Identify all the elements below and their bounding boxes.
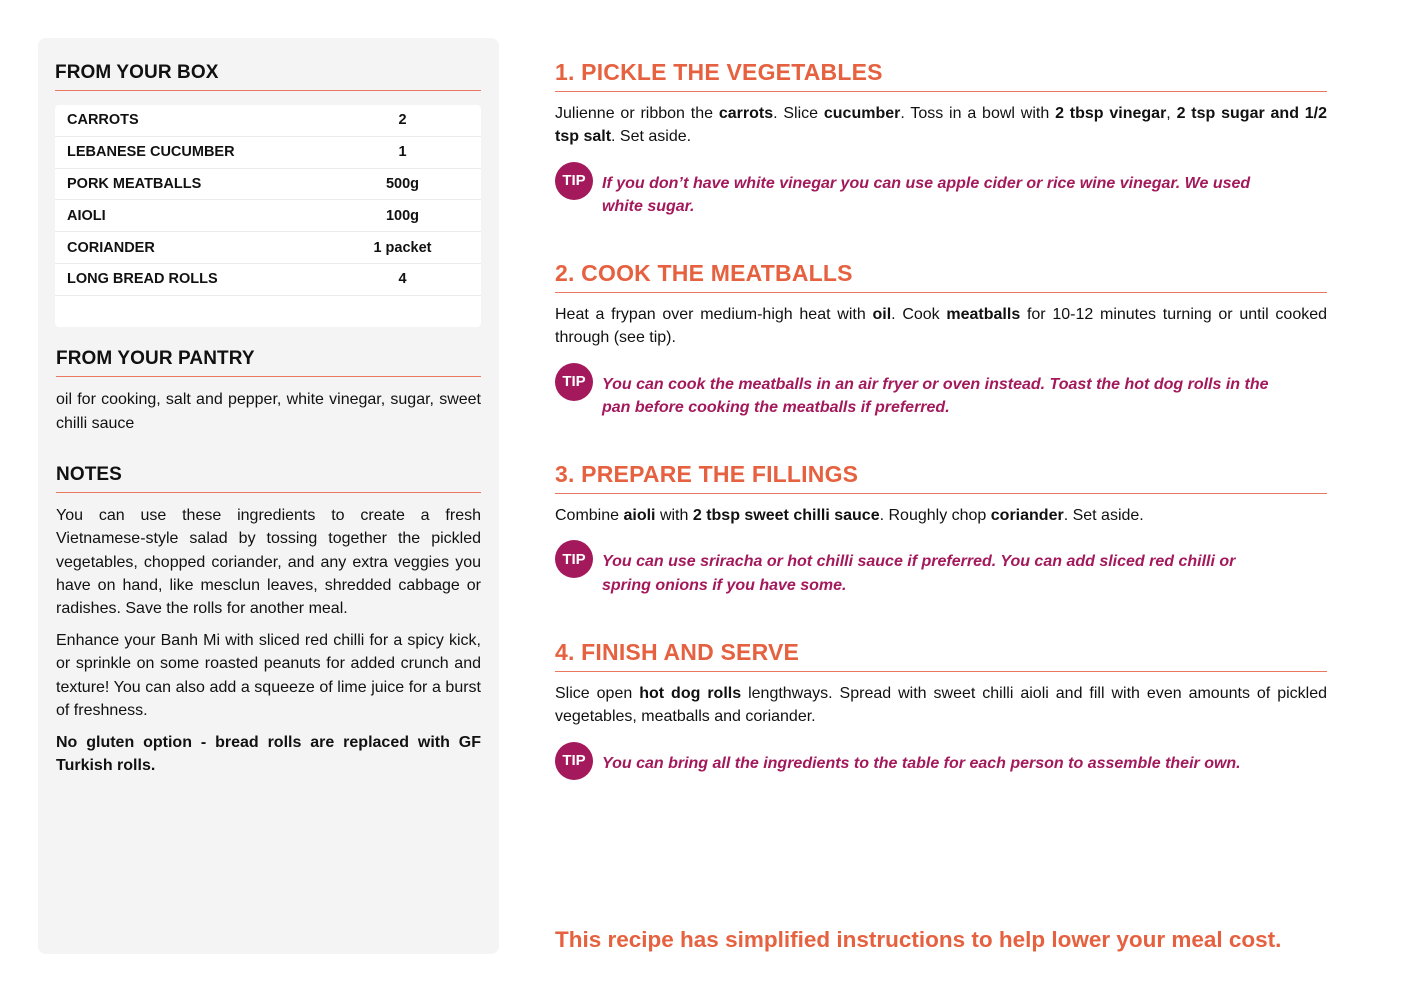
ingredient-name: AIOLI — [67, 207, 106, 224]
notes-paragraph: You can use these ingredients to create a fresh Vietnamese-style salad by tossing together the pickled vegetables, chopped coriander, and any extra veggies you have on hand, like mesclun leaves, shredded cabbage or radishes. Save the rolls for another meal. — [56, 507, 481, 618]
instruction-text: . Slice — [773, 105, 824, 122]
tip — [555, 172, 1327, 219]
ingredient-qty: 2 — [398, 112, 407, 129]
emphasized-ingredient: 2 tbsp sweet chilli sauce — [692, 507, 880, 524]
instruction-text: . Set aside. — [1063, 507, 1144, 524]
step-title: 4. FINISH AND SERVE — [555, 639, 1327, 672]
ingredient-name: LEBANESE CUCUMBER — [67, 144, 235, 161]
ingredient-name: CARROTS — [67, 112, 139, 129]
tip-badge-icon: TIP — [555, 742, 593, 780]
tip — [555, 752, 1327, 790]
emphasized-ingredient: 2 tsp sugar and 1/2 tsp salt — [555, 105, 1328, 146]
emphasized-ingredient: carrots — [718, 105, 774, 122]
ingredient-qty: 1 — [398, 144, 407, 161]
notes-body — [56, 504, 481, 786]
instruction-text: lengthways. Spread with sweet chilli aioli and fill with even amounts of pickled vegetables, meatballs and coriander. — [555, 685, 1328, 726]
notes-heading: NOTES — [56, 464, 481, 493]
tip-text: You can use sriracha or hot chilli sauce if preferred. You can add sliced red chilli or spring onions if you have some. — [602, 553, 1236, 594]
instruction-text: . Set aside. — [611, 128, 692, 146]
emphasized-ingredient: cucumber — [823, 105, 901, 122]
step-title: 2. COOK THE MEATBALLS — [555, 260, 1327, 293]
instruction-text: . Roughly chop — [879, 507, 991, 524]
tip-badge-icon: TIP — [555, 363, 593, 401]
ingredient-qty: 4 — [398, 271, 407, 288]
tip-badge-icon: TIP — [555, 162, 593, 200]
step-text — [555, 682, 1327, 729]
from-your-pantry-heading: FROM YOUR PANTRY — [56, 348, 481, 377]
instruction-text: Slice open — [555, 685, 640, 702]
emphasized-ingredient: oil — [872, 306, 892, 323]
notes-gluten-free-paragraph: No gluten option - bread rolls are replaced with GF Turkish rolls. — [56, 733, 481, 774]
notes-paragraph: Enhance your Banh Mi with sliced red chilli for a spicy kick, or sprinkle on some roasted peanuts for added crunch and texture! You can also add a squeeze of lime juice for a burst of freshness. — [56, 631, 481, 719]
instruction-text: Combine — [555, 507, 624, 524]
step-4 — [555, 639, 1327, 790]
step-text — [555, 504, 1327, 527]
instruction-text: Julienne or ribbon the — [555, 105, 719, 122]
ingredient-row — [55, 169, 481, 201]
instruction-text: , — [1166, 105, 1177, 122]
ingredient-name: CORIANDER — [67, 239, 155, 256]
ingredient-row — [55, 232, 481, 264]
pantry-items-text: oil for cooking, salt and pepper, white vinegar, sugar, sweet chilli sauce — [56, 391, 481, 432]
instruction-text: . Cook — [891, 306, 947, 323]
step-title: 1. PICKLE THE VEGETABLES — [555, 59, 1327, 92]
tip — [555, 550, 1327, 597]
instruction-text: with — [655, 507, 693, 524]
emphasized-ingredient: meatballs — [946, 306, 1021, 323]
ingredient-qty: 1 packet — [373, 239, 432, 256]
ingredient-row — [55, 264, 481, 296]
step-2 — [555, 260, 1327, 419]
cost-saving-note: This recipe has simplified instructions to help lower your meal cost. — [555, 927, 1282, 952]
ingredient-row — [55, 137, 481, 169]
tip-text: You can bring all the ingredients to the table for each person to assemble their own. — [602, 754, 1241, 772]
ingredients-table — [55, 105, 481, 327]
ingredient-qty: 100g — [385, 207, 420, 224]
tip-text: If you don’t have white vinegar you can use apple cider or rice wine vinegar. We used white sugar. — [602, 174, 1251, 215]
emphasized-ingredient: hot dog rolls — [639, 685, 742, 702]
instruction-text: for 10-12 minutes turning or until cooked through (see tip). — [555, 306, 1328, 347]
instruction-text: . Toss in a bowl with — [900, 105, 1056, 122]
step-title: 3. PREPARE THE FILLINGS — [555, 461, 1327, 494]
ingredients-panel — [38, 38, 499, 954]
emphasized-ingredient: aioli — [623, 507, 656, 524]
from-your-box-heading: FROM YOUR BOX — [55, 62, 481, 91]
ingredient-row — [55, 105, 481, 137]
ingredient-qty: 500g — [385, 175, 420, 192]
step-text — [555, 102, 1327, 149]
ingredient-name: PORK MEATBALLS — [67, 175, 202, 192]
tip — [555, 373, 1327, 420]
step-text — [555, 303, 1327, 350]
tip-badge-icon: TIP — [555, 540, 593, 578]
instruction-text: Heat a frypan over medium-high heat with — [555, 306, 873, 323]
step-3 — [555, 461, 1327, 597]
emphasized-ingredient: 2 tbsp vinegar — [1055, 105, 1167, 122]
tip-text: You can cook the meatballs in an air fryer or oven instead. Toast the hot dog rolls in the pan before cooking the meatballs if preferred. — [602, 375, 1269, 416]
ingredient-row — [55, 200, 481, 232]
step-1 — [555, 59, 1327, 218]
emphasized-ingredient: coriander — [990, 507, 1064, 524]
ingredient-name: LONG BREAD ROLLS — [67, 271, 218, 288]
